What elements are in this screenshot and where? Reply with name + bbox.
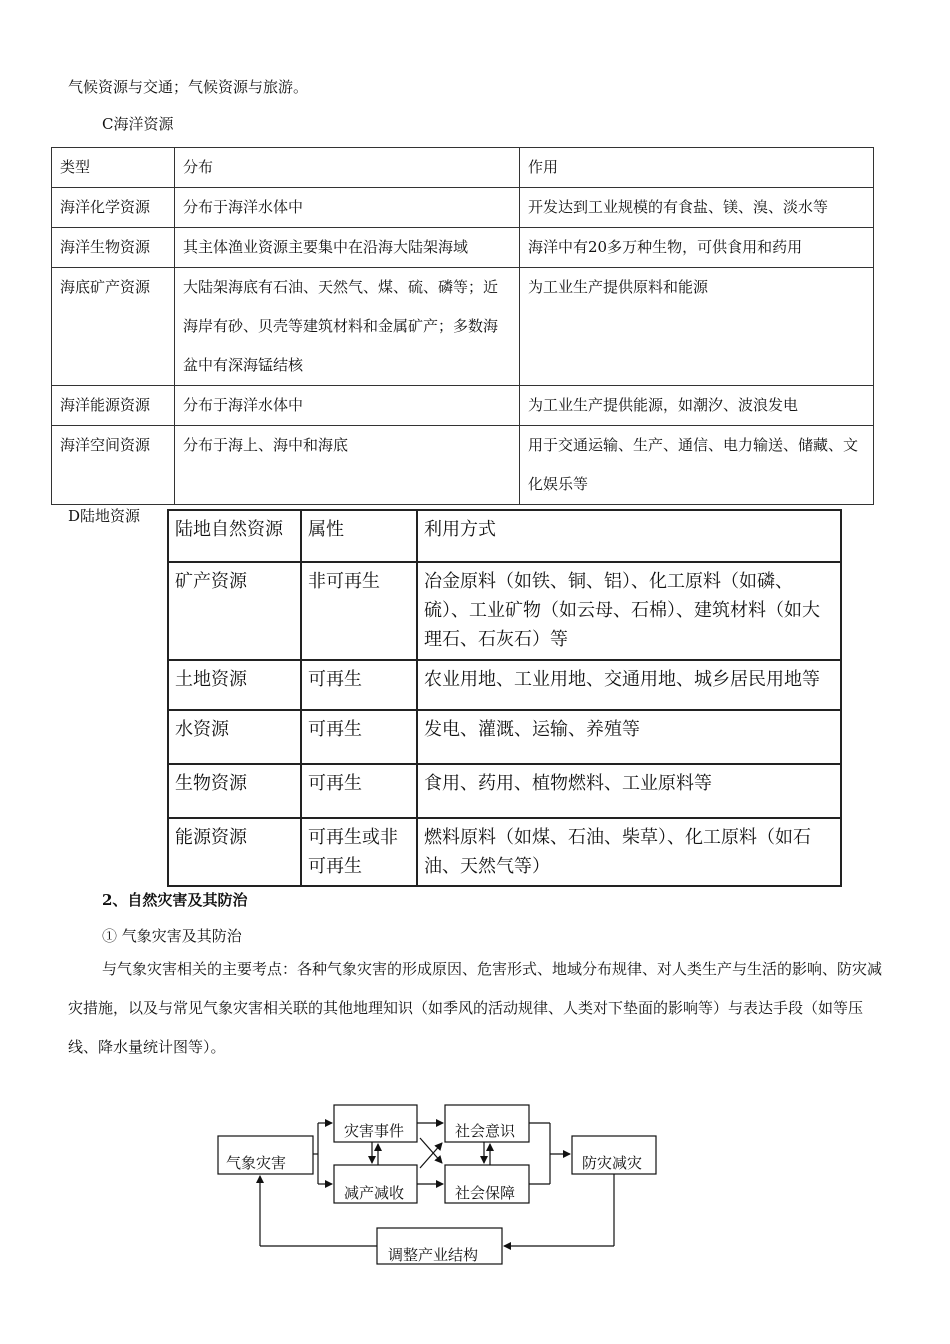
table-cell: 分布于海洋水体中 — [175, 386, 520, 426]
table-cell: 为工业生产提供能源，如潮汐、波浪发电 — [520, 386, 874, 426]
header-cell: 属性 — [301, 510, 417, 562]
table-cell: 其主体渔业资源主要集中在沿海大陆架海域 — [175, 228, 520, 268]
table-row — [168, 710, 841, 764]
table-cell: 发电、灌溉、运输、养殖等 — [417, 710, 841, 764]
table-row — [168, 660, 841, 710]
table-row — [52, 268, 874, 386]
table-cell: 海洋空间资源 — [52, 426, 175, 505]
section-2-title: 2、自然灾害及其防治 — [102, 891, 248, 909]
table-cell: 开发达到工业规模的有食盐、镁、溴、淡水等 — [520, 188, 874, 228]
section-c-title: C海洋资源 — [102, 115, 174, 133]
label-disaster-prevention: 防灾减灾 — [582, 1154, 643, 1172]
table-cell: 海洋化学资源 — [52, 188, 175, 228]
table-cell: 非可再生 — [301, 562, 417, 660]
table-row — [52, 386, 874, 426]
header-cell: 类型 — [52, 148, 175, 188]
table-cell: 可再生 — [301, 660, 417, 710]
paragraph: 与气象灾害相关的主要考点：各种气象灾害的形成原因、危害形式、地域分布规律、对人类生产与生活的影响、防灾减灾措施，以及与常见气象灾害相关联的其他地理知识（如季风的活动规律、人类对下垫面的影响等）与表达手段（如等压线、降水量统计图等）。 — [68, 960, 883, 1056]
intro-line: 气候资源与交通；气候资源与旅游。 — [68, 78, 309, 96]
table-row — [168, 562, 841, 660]
table-row — [168, 818, 841, 886]
table-cell: 可再生或非可再生 — [301, 818, 417, 886]
table-cell: 海洋中有20多万种生物，可供食用和药用 — [520, 228, 874, 268]
header-cell: 利用方式 — [417, 510, 841, 562]
table-cell: 冶金原料（如铁、铜、铝）、化工原料（如磷、硫）、工业矿物（如云母、石棉）、建筑材料（如大理石、石灰石）等 — [417, 562, 841, 660]
table-cell: 食用、药用、植物燃料、工业原料等 — [417, 764, 841, 818]
table-cell: 分布于海上、海中和海底 — [175, 426, 520, 505]
table-cell: 可再生 — [301, 710, 417, 764]
label-reduced-output: 减产减收 — [344, 1184, 405, 1202]
label-social-awareness: 社会意识 — [455, 1122, 516, 1140]
label-social-security: 社会保障 — [455, 1184, 516, 1202]
table-cell: 分布于海洋水体中 — [175, 188, 520, 228]
label-adjust-structure: 调整产业结构 — [388, 1246, 479, 1264]
table-cell: 农业用地、工业用地、交通用地、城乡居民用地等 — [417, 660, 841, 710]
section-d-title: D陆地资源 — [68, 507, 141, 525]
table-cell: 燃料原料（如煤、石油、柴草）、化工原料（如石油、天然气等） — [417, 818, 841, 886]
header-cell: 分布 — [175, 148, 520, 188]
label-disaster-event: 灾害事件 — [344, 1122, 405, 1140]
table-cell: 水资源 — [168, 710, 301, 764]
table-row — [52, 188, 874, 228]
table-header-row — [168, 510, 841, 562]
table-cell: 土地资源 — [168, 660, 301, 710]
table-row — [52, 426, 874, 505]
label-weather-disaster: 气象灾害 — [226, 1154, 287, 1172]
flow-diagram — [0, 1090, 950, 1270]
subsection-1-title: ① 气象灾害及其防治 — [102, 927, 242, 945]
table-cell: 大陆架海底有石油、天然气、煤、硫、磷等；近海岸有砂、贝壳等建筑材料和金属矿产；多数海盆中有深海锰结核 — [175, 268, 520, 386]
table-cell: 能源资源 — [168, 818, 301, 886]
header-cell: 作用 — [520, 148, 874, 188]
table-cell: 可再生 — [301, 764, 417, 818]
table-row — [168, 764, 841, 818]
table-cell: 矿产资源 — [168, 562, 301, 660]
ocean-resources-table — [51, 147, 874, 505]
table-cell: 用于交通运输、生产、通信、电力输送、储藏、文化娱乐等 — [520, 426, 874, 505]
table-cell: 海洋生物资源 — [52, 228, 175, 268]
table-header-row — [52, 148, 874, 188]
header-cell: 陆地自然资源 — [168, 510, 301, 562]
table-cell: 生物资源 — [168, 764, 301, 818]
table-cell: 海洋能源资源 — [52, 386, 175, 426]
table-cell: 为工业生产提供原料和能源 — [520, 268, 874, 386]
table-cell: 海底矿产资源 — [52, 268, 175, 386]
table-row — [52, 228, 874, 268]
land-resources-table — [167, 509, 842, 887]
